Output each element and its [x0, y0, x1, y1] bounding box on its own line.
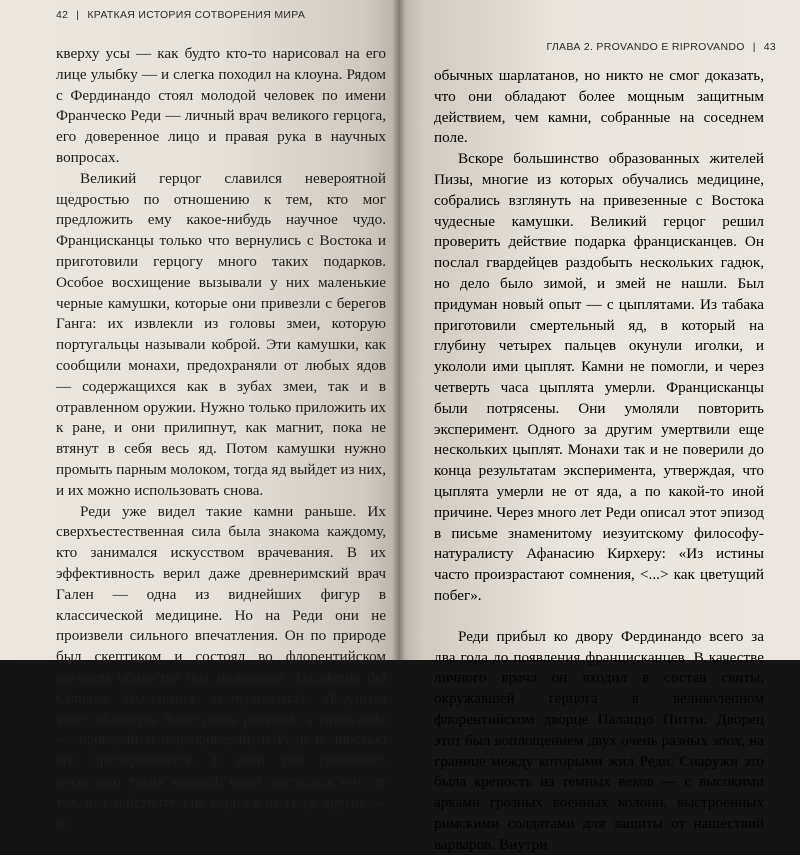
right-paragraph-2: Вскоре большинство образованных жителей Пизы, многие из которых обучались медицине, собрались взглянуть на привезенные с Востока чудесные камушки. Великий герцог решил проверить действие подарка францисканцев. Он послал гвардейцев раздобыть нескольких гадюк, но дело было зимой, и змей не нашли. Был придуман новый опыт — с цыплятами. Из табака приготовили смертельный яд, в который на глубину четырех пальцев окунули иголки, и укололи ими цыплят. Камни не помогли, и через четверть часа цыплята умерли. Францисканцы были потрясены. Они умоляли повторить эксперимент. Одного за другим умертвили еще нескольких цыплят. Монахи так и не поверили до конца результатам эксперимента, утверждая, что цыплята умерли не от яда, а по какой-то иной причине. Через много лет Реди описал этот эпизод в письме знаменитому иезуитскому философу-натуралисту Афанасию Кирхеру: «Из истины часто произрастают сомнения, <...> как цветущий побег».: [434, 150, 764, 604]
left-page: [0, 0, 398, 832]
right-page-text: [434, 66, 764, 855]
left-running-head: КРАТКАЯ ИСТОРИЯ СОТВОРЕНИЯ МИРА: [87, 9, 306, 21]
left-page-text: [56, 44, 386, 834]
right-paragraph-1: обычных шарлатанов, но никто не смог доказать, что они обладают более мощным защитным действием, чем камни, собранные на соседнем поле.: [434, 67, 764, 147]
right-page-number: 43: [763, 41, 776, 53]
left-page-number: 42: [56, 9, 69, 21]
left-running-header: [56, 9, 305, 21]
header-separator: |: [752, 41, 756, 53]
right-running-header: [546, 41, 776, 53]
right-paragraph-3: Реди прибыл ко двору Фердинандо всего за два года до появления францисканцев. В качестве личного врача он входил в состав свиты, окружавшей герцога в великолепном флорентийском дворце Палаццо Питти. Дворец этот был воплощением двух очень разных эпох, на границе между которыми жил Реди. Снаружи это была крепость из темных веков — с высокими арками грозных военных колонн, выстроенных римскими солдатами для защиты от нашествий варваров. Внутри: [434, 627, 764, 853]
header-separator: |: [76, 9, 80, 21]
left-paragraph-3: Реди уже видел такие камни раньше. Их сверхъестественная сила была знакома каждому, кто занимался искусством врачевания. В их эффективность верил даже древнеримский врач Гален — одна из виднейших фигур в классической медицине. Но на Реди они не произвели сильного впечатления. Он по природе был скептиком и состоял во флорентийском научном обществе под названием Accademia del Cimento (Академия эксперимента). Лозунгом этого общества были слова provando e riprovando — проверяй и перепроверяй, и Реди полностью его придерживался. У него уже скопилось несколько таких камней: одни достались ему от тех, кто действительно верил в их силу, другие — от: [56, 502, 386, 832]
left-paragraph-1: кверху усы — как будто кто-то нарисовал на его лице улыбку — и слегка походил на клоуна. Рядом с Фердинандо стоял молодой человек по имени Франческо Реди — личный врач великого герцога, его доверенное лицо и правая рука в научных вопросах.: [56, 45, 386, 166]
book-gutter-shadow: [392, 0, 406, 660]
right-running-head: ГЛАВА 2. PROVANDO E RIPROVANDO: [546, 41, 745, 53]
left-paragraph-2: Великий герцог славился невероятной щедростью по отношению к тем, кто мог предложить ему какое-нибудь научное чудо. Францисканцы только что вернулись с Востока и приготовили герцогу много таких подарков. Особое восхищение вызывали у них маленькие черные камушки, которые они привезли с берегов Ганга: их извлекли из головы змеи, которую португальцы называли коброй. Эти камушки, как сообщили монахи, предохраняли от любых ядов — содержащихся как в зубах змеи, так и в отравленном оружии. Нужно только приложить их к ране, и они прилипнут, как магнит, пока не втянут в себя весь яд. Потом камушки нужно промыть парным молоком, тогда яд выйдет из них, и их можно использовать снова.: [56, 169, 386, 499]
